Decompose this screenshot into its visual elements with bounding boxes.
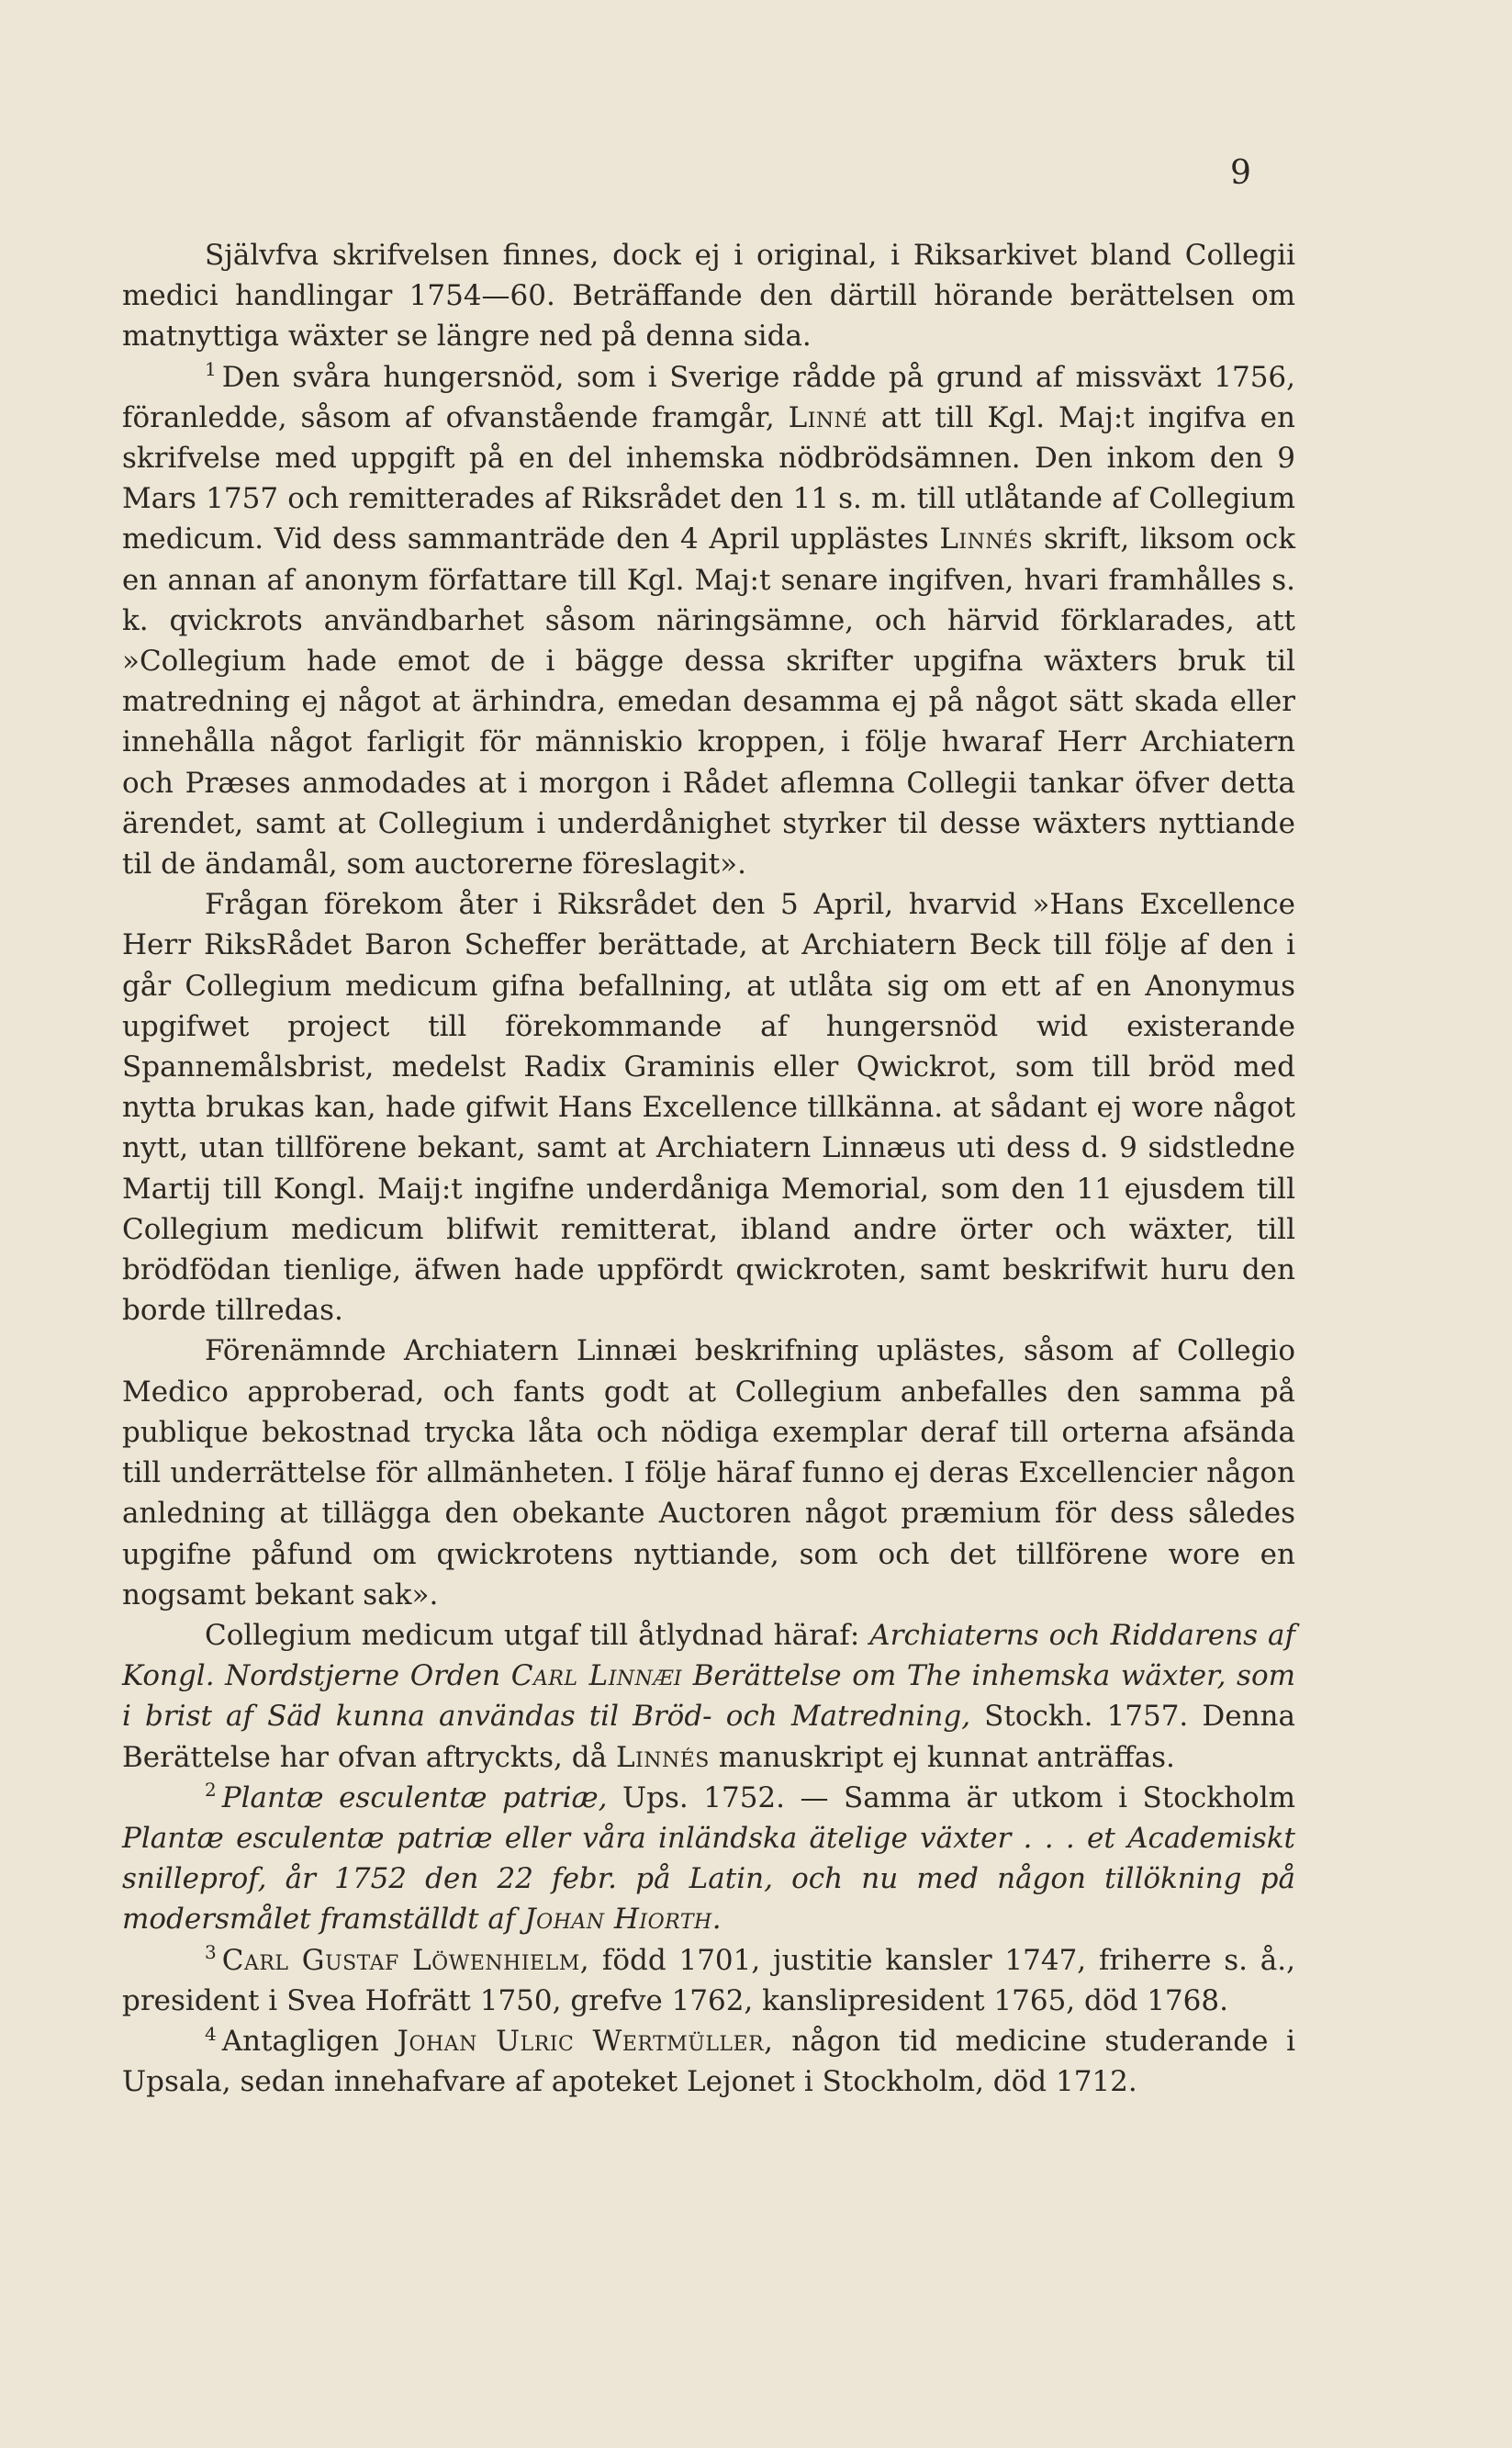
footnote-1: $^1$ Den svåra hungersnöd, som i Sverige rådde på grund af missväxt 1756, föranledde, såsom af ofvanstående framgår, Linné att till Kgl. Maj:t ingifva en skrifvelse med uppgift på en del inhemska nödbrödsämnen. Den inkom den 9 Mars 1757 och remitterades af Riksrådet den 11 s. m. till utlåtande af Collegium medicum. Vid dess sammanträde den 4 April upplästes Linnés skrift, liksom ock en annan af anonym författare till Kgl. Maj:t senare ingifven, hvari framhålles s. k. qvickrots användbarhet såsom näringsämne, och härvid förklarades, att »Collegium hade emot de i bägge dessa skrifter upgifna wäxters bruk til matredning ej något at ärhindra, emedan desamma ej på något sätt skada eller innehålla något farligit för människio kroppen, i följe hwaraf Herr Archiatern och Præses anmodades at i morgon i Rådet aflemna Collegii tankar öfver detta ärendet, samt at Collegium i underdånighet styrker til desse wäxters nyttiande til de ändamål, som auctorerne föreslagit». (122, 358, 1295, 882)
author-name: Carl Gustaf Löwenhielm, (221, 1943, 590, 1977)
page-number: 9 (1230, 154, 1251, 192)
footnote-3: $^3$ Carl Gustaf Löwenhielm, född 1701, justitie kansler 1747, friherre s. å., president i Svea Hofrätt 1750, grefve 1762, kanslipresident 1765, död 1768. (122, 1941, 1295, 2017)
footnote-marker: 1 (205, 358, 217, 381)
paragraph-linnaei: Förenämnde Archiatern Linnæi beskrifning uplästes, såsom af Collegio Medico approberad, och fants godt at Collegium anbefalles den samma på publique bekostnad trycka låta och nödiga exemplar deraf till orterna afsända till underrättelse för allmänheten. I följe häraf funno ej deras Excellencier någon anledning at tillägga den obekante Auctoren något præmium för dess således upgifne påfund om qwickrotens nyttiande, som och det tillförene wore en nogsamt bekant sak». (122, 1334, 1295, 1611)
author-name: Linnés (939, 522, 1034, 556)
paragraph-intro: Självfva skrifvelsen finnes, dock ej i original, i Riksarkivet bland Collegii medici handlingar 1754—60. Beträffande den därtill hörande berättelsen om matnyttiga wäxter se längre ned på denna sida. (122, 239, 1295, 354)
footnote-2: $^2$ Plantæ esculentæ patriæ, Ups. 1752. — Samma är utkom i Stockholm Plantæ esculentæ patriæ eller våra inländska ätelige växter . . . et Academiskt snilleprof, år 1752 den 22 febr. på Latin, och nu med någon tillökning på modersmålet framställdt af Johan Hiorth. (122, 1779, 1296, 1937)
page-text (122, 235, 1295, 2102)
author-name: Linné (788, 400, 868, 434)
footnote-4: $^4$ Antagligen Johan Ulric Wertmüller, någon tid medicine studerande i Upsala, sedan innehafvare af apoteket Lejonet i Stockholm, död 1712. (122, 2022, 1295, 2099)
footnote-marker: 3 (205, 1941, 217, 1964)
footnote-marker: 2 (205, 1779, 217, 1802)
author-name: Johan Ulric Wertmüller, (397, 2024, 774, 2058)
footnote-marker: 4 (205, 2022, 217, 2045)
author-name: Johan Hiorth. (524, 1903, 722, 1937)
author-name: Carl Linnæi (510, 1659, 683, 1693)
paragraph-riksradet: Frågan förekom åter i Riksrådet den 5 April, hvarvid »Hans Excellence Herr RiksRådet Baron Scheffer berättade, at Archiatern Beck till följe af den i går Collegium medicum gifna befallning, at utlåta sig om ett af en Anonymus upgifwet project till förekommande af hungersnöd wid existerande Spannemålsbrist, medelst Radix Graminis eller Qwickrot, som till bröd med nytta brukas kan, hade gifwit Hans Excellence tillkänna. at sådant ej wore något nytt, utan tillförene bekant, samt at Archiatern Linnæus uti dess d. 9 sidstledne Martij till Kongl. Maij:t ingifne underdåniga Memorial, som den 11 ejusdem till Collegium medicum blifwit remitterat, ibland andre örter och wäxter, till brödfödan tienlige, äfwen hade uppfördt qwickroten, samt beskrifwit huru den borde tillredas. (122, 888, 1295, 1328)
paragraph-collegium: Collegium medicum utgaf till åtlydnad häraf: Archiaterns och Riddarens af Kongl. Nordstjerne Orden Carl Linnæi Berättelse om The inhemska wäxter, som i brist af Säd kunna användas til Bröd- och Matredning, Stockh. 1757. Denna Berättelse har ofvan aftryckts, då Linnés manuskript ej kunnat anträffas. (122, 1618, 1296, 1774)
author-name: Linnés (615, 1740, 710, 1774)
